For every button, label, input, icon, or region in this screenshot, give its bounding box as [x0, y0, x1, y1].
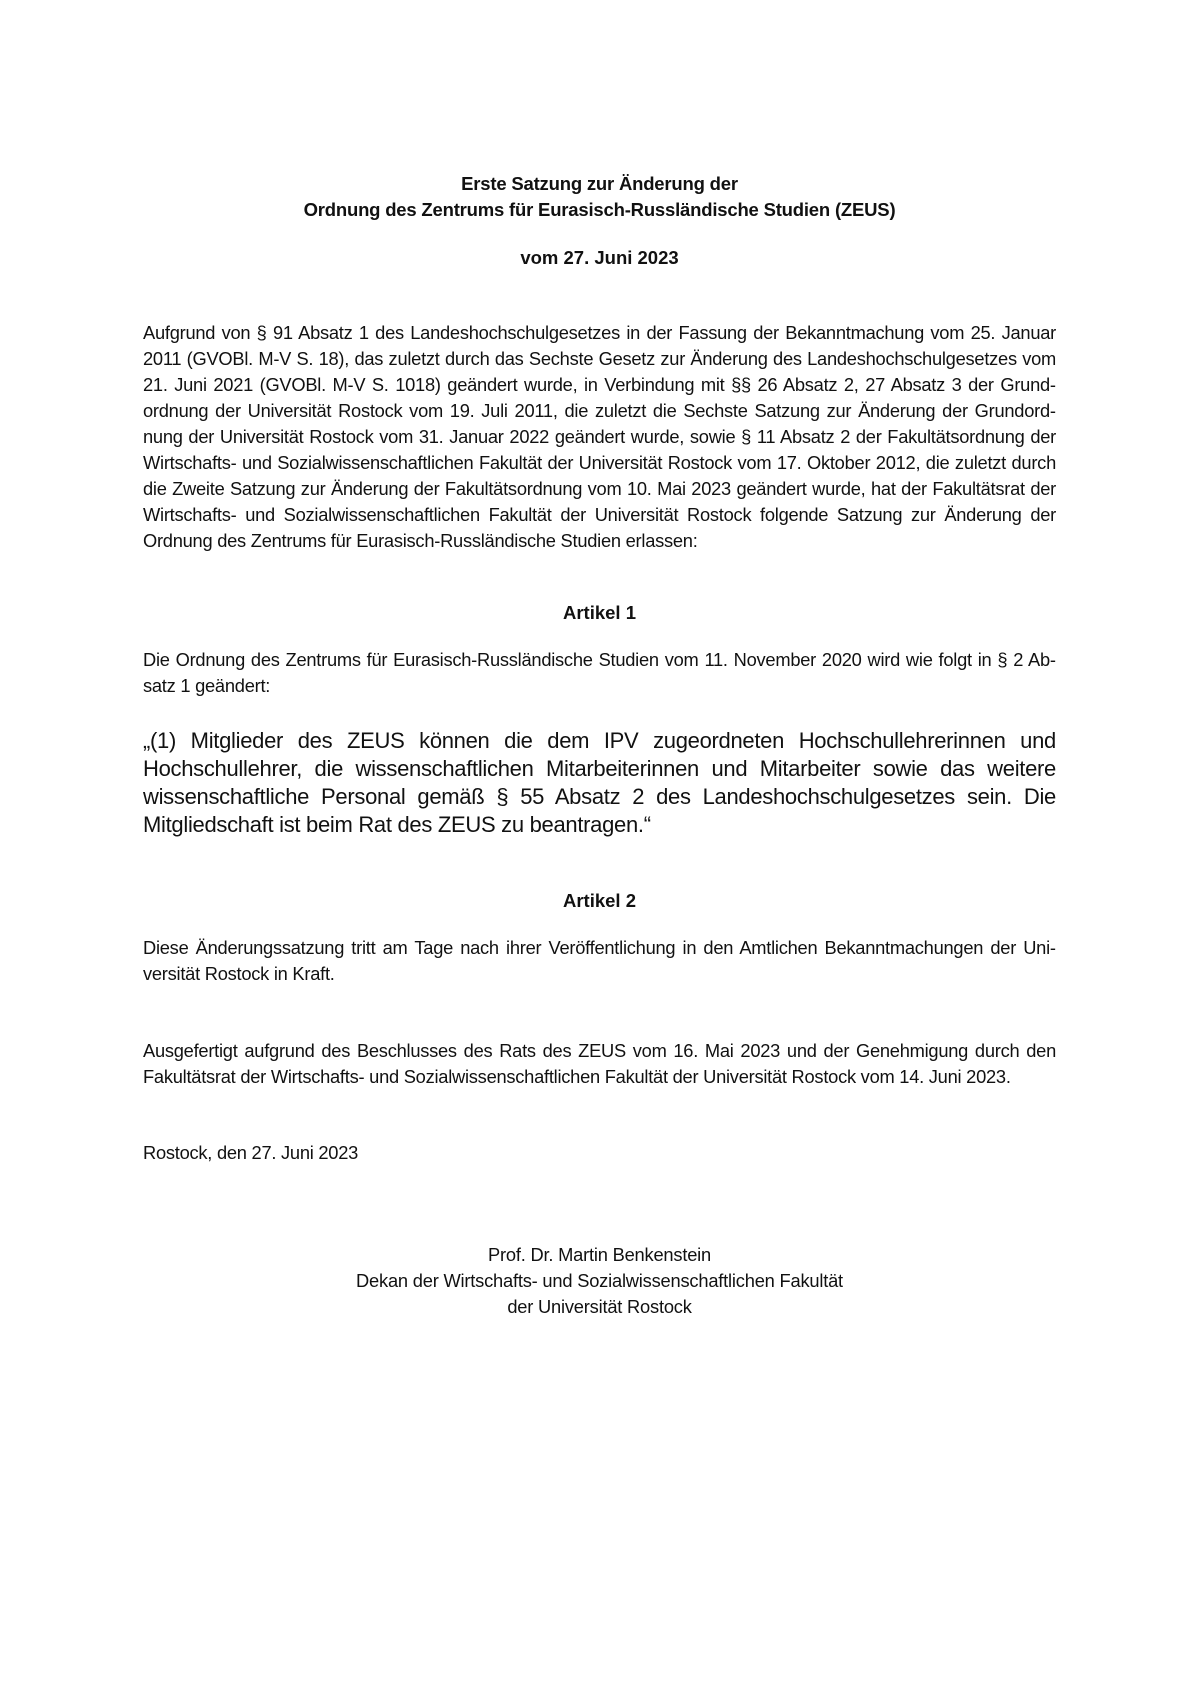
article-2-heading: Artikel 2 [562, 890, 636, 911]
article-1-heading: Artikel 1 [562, 602, 636, 623]
article-2-text: Diese Änderungssatzung tritt am Tage nach ihrer Veröffentlichung in den Amtlichen Bekanntmachungen der Universität Rostock in Kraft. [143, 937, 1056, 984]
signature-block [143, 1242, 1056, 1320]
title-line-2: Ordnung des Zentrums für Eurasisch-Russländische Studien (ZEUS) [303, 199, 896, 220]
document-title [143, 171, 1056, 223]
signature-institution: der Universität Rostock [507, 1296, 692, 1317]
title-line-1: Erste Satzung zur Änderung der [461, 173, 738, 194]
signature-name: Prof. Dr. Martin Benkenstein [487, 1244, 711, 1265]
signature-role: Dekan der Wirtschafts- und Sozialwissenschaftlichen Fakultät [356, 1270, 843, 1291]
place-date: Rostock, den 27. Juni 2023 [143, 1142, 359, 1163]
preamble-paragraph: Aufgrund von § 91 Absatz 1 des Landeshochschulgesetzes in der Fassung der Bekanntmachung vom 25. Januar 2011 (GVOBl. M-V S. 18), das zuletzt durch das Sechste Gesetz zur Änderung des Landeshochschulgesetzes vom 21. Juni 2021 (GVOBl. M-V S. 1018) geändert wurde, in Verbindung mit §§ 26 Absatz 2, 27 Absatz 3 der Grundordnung der Universität Rostock vom 19. Juli 2011, die zuletzt die Sechste Satzung zur Änderung der Grundordnung der Universität Rostock vom 31. Januar 2022 geändert wurde, sowie § 11 Absatz 2 der Fakultätsordnung der Wirtschafts- und Sozialwissenschaftlichen Fakultät der Universität Rostock vom 17. Oktober 2012, die zuletzt durch die Zweite Satzung zur Änderung der Fakultätsordnung vom 10. Mai 2023 geändert wurde, hat der Fakultätsrat der Wirtschafts- und Sozialwissenschaftlichen Fakultät der Universität Rostock folgende Satzung zur Änderung der Ordnung des Zentrums für Eurasisch-Russländische Studien erlassen: [143, 322, 1056, 551]
article-1-text: Die Ordnung des Zentrums für Eurasisch-Russländische Studien vom 11. November 2020 wird wie folgt in § 2 Absatz 1 geändert: [143, 649, 1056, 696]
document-date: vom 27. Juni 2023 [520, 247, 679, 268]
article-1-quote: „(1) Mitglieder des ZEUS können die dem IPV zugeordneten Hochschullehrerinnen und Hochschullehrer, die wissenschaftlichen Mitarbeiterinnen und Mitarbeiter sowie das weitere wissenschaftliche Personal gemäß § 55 Absatz 2 des Landeshochschulgesetzes sein. Die Mitgliedschaft ist beim Rat des ZEUS zu beantragen.“ [143, 728, 1056, 837]
execution-paragraph: Ausgefertigt aufgrund des Beschlusses des Rats des ZEUS vom 16. Mai 2023 und der Genehmigung durch den Fakultätsrat der Wirtschafts- und Sozialwissenschaftlichen Fakultät der Universität Rostock vom 14. Juni 2023. [143, 1040, 1056, 1087]
